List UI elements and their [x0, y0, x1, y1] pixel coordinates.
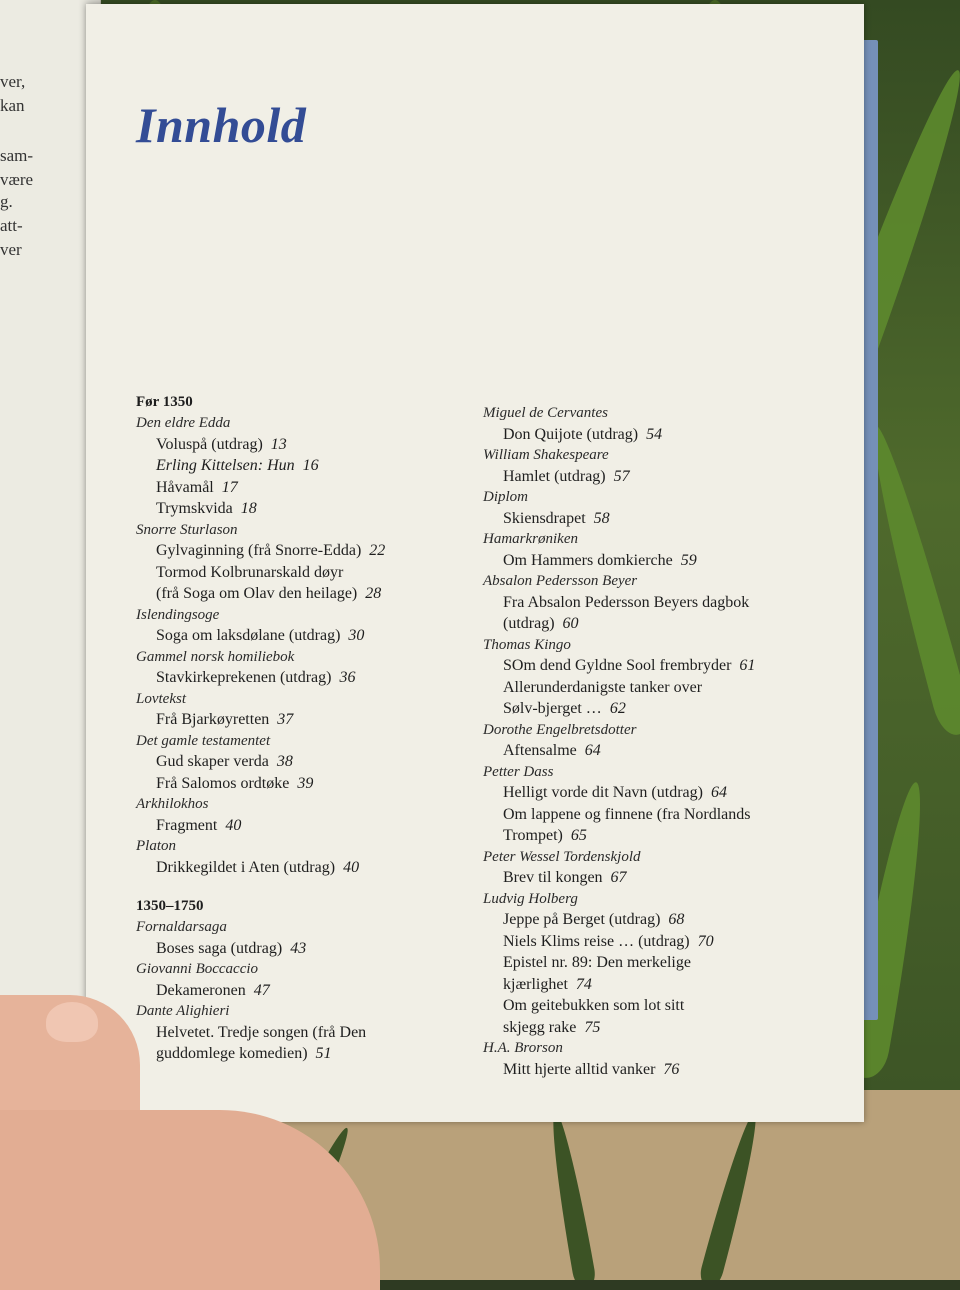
page-title: Innhold [136, 97, 307, 153]
toc-entry [136, 857, 466, 879]
author-heading: Snorre Sturlason [136, 521, 238, 538]
toc-entry [136, 434, 466, 456]
toc-entry [136, 980, 466, 1002]
page-number: 43 [290, 939, 307, 957]
toc-column-left [136, 392, 466, 1065]
page-number: 54 [646, 425, 663, 443]
thumbnail [46, 1002, 98, 1042]
page-number: 64 [710, 784, 727, 801]
entry-title: Om geitebukken som lot sitt [503, 997, 685, 1014]
toc-entry [136, 498, 466, 520]
author-heading: Ludvig Holberg [483, 890, 578, 907]
toc-entry [483, 424, 853, 446]
page-number: 13 [270, 435, 287, 453]
entry-title: Sølv-bjerget … [503, 700, 602, 717]
toc-entry [136, 751, 466, 773]
page-number: 60 [562, 615, 579, 632]
toc-entry [136, 667, 466, 689]
author-heading: Arkhilokhos [136, 796, 209, 812]
entry-title: Tormod Kolbrunarskald døyr [156, 563, 344, 581]
page-number: 62 [609, 700, 626, 717]
entry-title: SOm dend Gyldne Sool frembryder [503, 657, 732, 674]
toc-entry [483, 698, 853, 720]
entry-title: Hamlet (utdrag) [503, 467, 606, 485]
toc-entry [483, 825, 853, 847]
toc-entry [136, 709, 466, 731]
entry-title: Allerunderdanigste tanker over [503, 678, 703, 696]
left-page-text: være [0, 170, 34, 189]
author-heading: William Shakespeare [483, 447, 609, 463]
page-number: 38 [276, 753, 293, 770]
left-page-text: sam- [0, 146, 34, 165]
entry-title: Fra Absalon Pedersson Beyers dagbok [503, 593, 750, 611]
page-number: 40 [343, 858, 360, 876]
entry-title: Mitt hjerte alltid vanker [503, 1060, 656, 1078]
entry-title: Jeppe på Berget (utdrag) [503, 911, 661, 928]
author-heading: Dante Alighieri [136, 1003, 230, 1019]
entry-title: Dekameronen [156, 981, 246, 999]
entry-title: Gylvaginning (frå Snorre-Edda) [156, 542, 362, 559]
entry-title: Håvamål [156, 478, 214, 496]
entry-title: (utdrag) [503, 615, 555, 632]
page-number: 39 [297, 774, 314, 792]
author-heading: Miguel de Cervantes [483, 405, 608, 421]
page-number: 65 [570, 827, 587, 844]
author-heading: Peter Wessel Tordenskjold [483, 848, 641, 865]
left-page-text: ver [0, 240, 22, 259]
entry-title: Om Hammers domkierche [503, 551, 673, 569]
left-page-text: g. [0, 192, 13, 211]
entry-title: Epistel nr. 89: Den merkelige [503, 954, 691, 971]
toc-entry [483, 1059, 853, 1081]
author-heading: Diplom [483, 489, 528, 505]
entry-title: Aftensalme [503, 742, 577, 759]
left-page-text: ver, [0, 72, 26, 91]
toc-entry [136, 1022, 466, 1044]
toc-entry [136, 562, 466, 584]
page-number: 37 [277, 711, 294, 728]
author-heading: Det gamle testamentet [136, 732, 271, 749]
toc-entry [483, 655, 853, 677]
toc-entry [136, 815, 466, 837]
toc-entry [483, 550, 853, 572]
page-number: 28 [365, 585, 382, 602]
page-number: 67 [610, 869, 627, 886]
toc-entry [136, 540, 466, 562]
toc-entry [483, 909, 853, 931]
toc-entry [483, 931, 853, 953]
page-number: 51 [315, 1045, 332, 1062]
author-heading: Hamarkrøniken [483, 531, 578, 547]
page-number: 68 [668, 911, 685, 928]
toc-entry [136, 583, 466, 605]
author-heading: Absalon Pedersson Beyer [483, 573, 638, 589]
entry-title: Brev til kongen [503, 869, 603, 886]
entry-title: Boses saga (utdrag) [156, 939, 283, 957]
author-heading: H.A. Brorson [483, 1040, 563, 1056]
page-number: 64 [584, 742, 601, 759]
page-number: 59 [680, 551, 697, 569]
author-heading: Islendingsoge [136, 606, 220, 623]
entry-title: Erling Kittelsen: Hun [156, 457, 295, 474]
entry-title: Soga om laksdølane (utdrag) [156, 627, 341, 644]
page-number: 74 [575, 975, 592, 993]
author-heading: Thomas Kingo [483, 636, 571, 653]
entry-title: Frå Bjarkøyretten [156, 711, 270, 728]
toc-entry [483, 508, 853, 530]
left-page-text: kan [0, 96, 25, 115]
entry-title: Helvetet. Tredje songen (frå Den [156, 1023, 367, 1041]
page-number: 70 [697, 932, 714, 950]
toc-entry [483, 592, 853, 614]
page-number: 16 [302, 457, 319, 474]
author-heading: Gammel norsk homiliebok [136, 648, 295, 665]
author-heading: Giovanni Boccaccio [136, 961, 259, 977]
entry-title: Niels Klims reise … (utdrag) [503, 932, 690, 950]
section-heading: Før 1350 [136, 394, 193, 410]
toc-entry [136, 773, 466, 795]
toc-entry [483, 613, 853, 635]
toc-entry [136, 625, 466, 647]
toc-entry [483, 1017, 853, 1039]
section-heading: 1350–1750 [136, 898, 204, 914]
entry-title: Stavkirkeprekenen (utdrag) [156, 669, 332, 686]
page-number: 58 [593, 509, 610, 527]
page-number: 57 [613, 467, 630, 485]
author-heading: Lovtekst [136, 690, 186, 707]
entry-title: Frå Salomos ordtøke [156, 774, 290, 792]
toc-entry [136, 938, 466, 960]
toc-entry [483, 782, 853, 804]
page-number: 75 [584, 1018, 601, 1036]
toc-entry [483, 995, 853, 1017]
author-heading: Den eldre Edda [136, 415, 231, 431]
page-number: 30 [348, 627, 365, 644]
left-page-text: att- [0, 216, 23, 235]
toc-entry [483, 804, 853, 826]
entry-title: (frå Soga om Olav den heilage) [156, 585, 358, 602]
toc-entry [136, 455, 466, 477]
toc-entry [483, 867, 853, 889]
entry-title: Skiensdrapet [503, 509, 586, 527]
author-heading: Fornaldarsaga [136, 919, 227, 935]
page-number: 36 [339, 669, 356, 686]
entry-title: skjegg rake [503, 1018, 577, 1036]
entry-title: guddomlege komedien) [156, 1045, 308, 1062]
author-heading: Petter Dass [483, 763, 554, 780]
toc-entry [136, 1043, 466, 1065]
page-number: 47 [253, 981, 270, 999]
entry-title: Gud skaper verda [156, 753, 269, 770]
entry-title: Trompet) [503, 827, 563, 844]
toc-entry [483, 466, 853, 488]
page-number: 22 [369, 542, 386, 559]
toc-column-right [483, 403, 853, 1080]
entry-title: kjærlighet [503, 975, 568, 993]
page-number: 40 [225, 816, 242, 834]
toc-entry [483, 677, 853, 699]
entry-title: Helligt vorde dit Navn (utdrag) [503, 784, 703, 801]
page-number: 76 [663, 1060, 680, 1078]
toc-entry [136, 477, 466, 499]
toc-entry [483, 740, 853, 762]
page-number: 17 [221, 478, 238, 496]
author-heading: Platon [136, 838, 176, 854]
toc-entry [483, 974, 853, 996]
entry-title: Don Quijote (utdrag) [503, 425, 639, 443]
toc-entry [483, 952, 853, 974]
page-number: 18 [240, 500, 257, 517]
page-number: 61 [739, 657, 756, 674]
contents-page [86, 4, 864, 1122]
author-heading: Dorothe Engelbretsdotter [483, 721, 637, 738]
entry-title: Fragment [156, 816, 218, 834]
entry-title: Voluspå (utdrag) [156, 435, 263, 453]
entry-title: Drikkegildet i Aten (utdrag) [156, 858, 336, 876]
entry-title: Trymskvida [156, 500, 233, 517]
entry-title: Om lappene og finnene (fra Nordlands [503, 805, 751, 823]
